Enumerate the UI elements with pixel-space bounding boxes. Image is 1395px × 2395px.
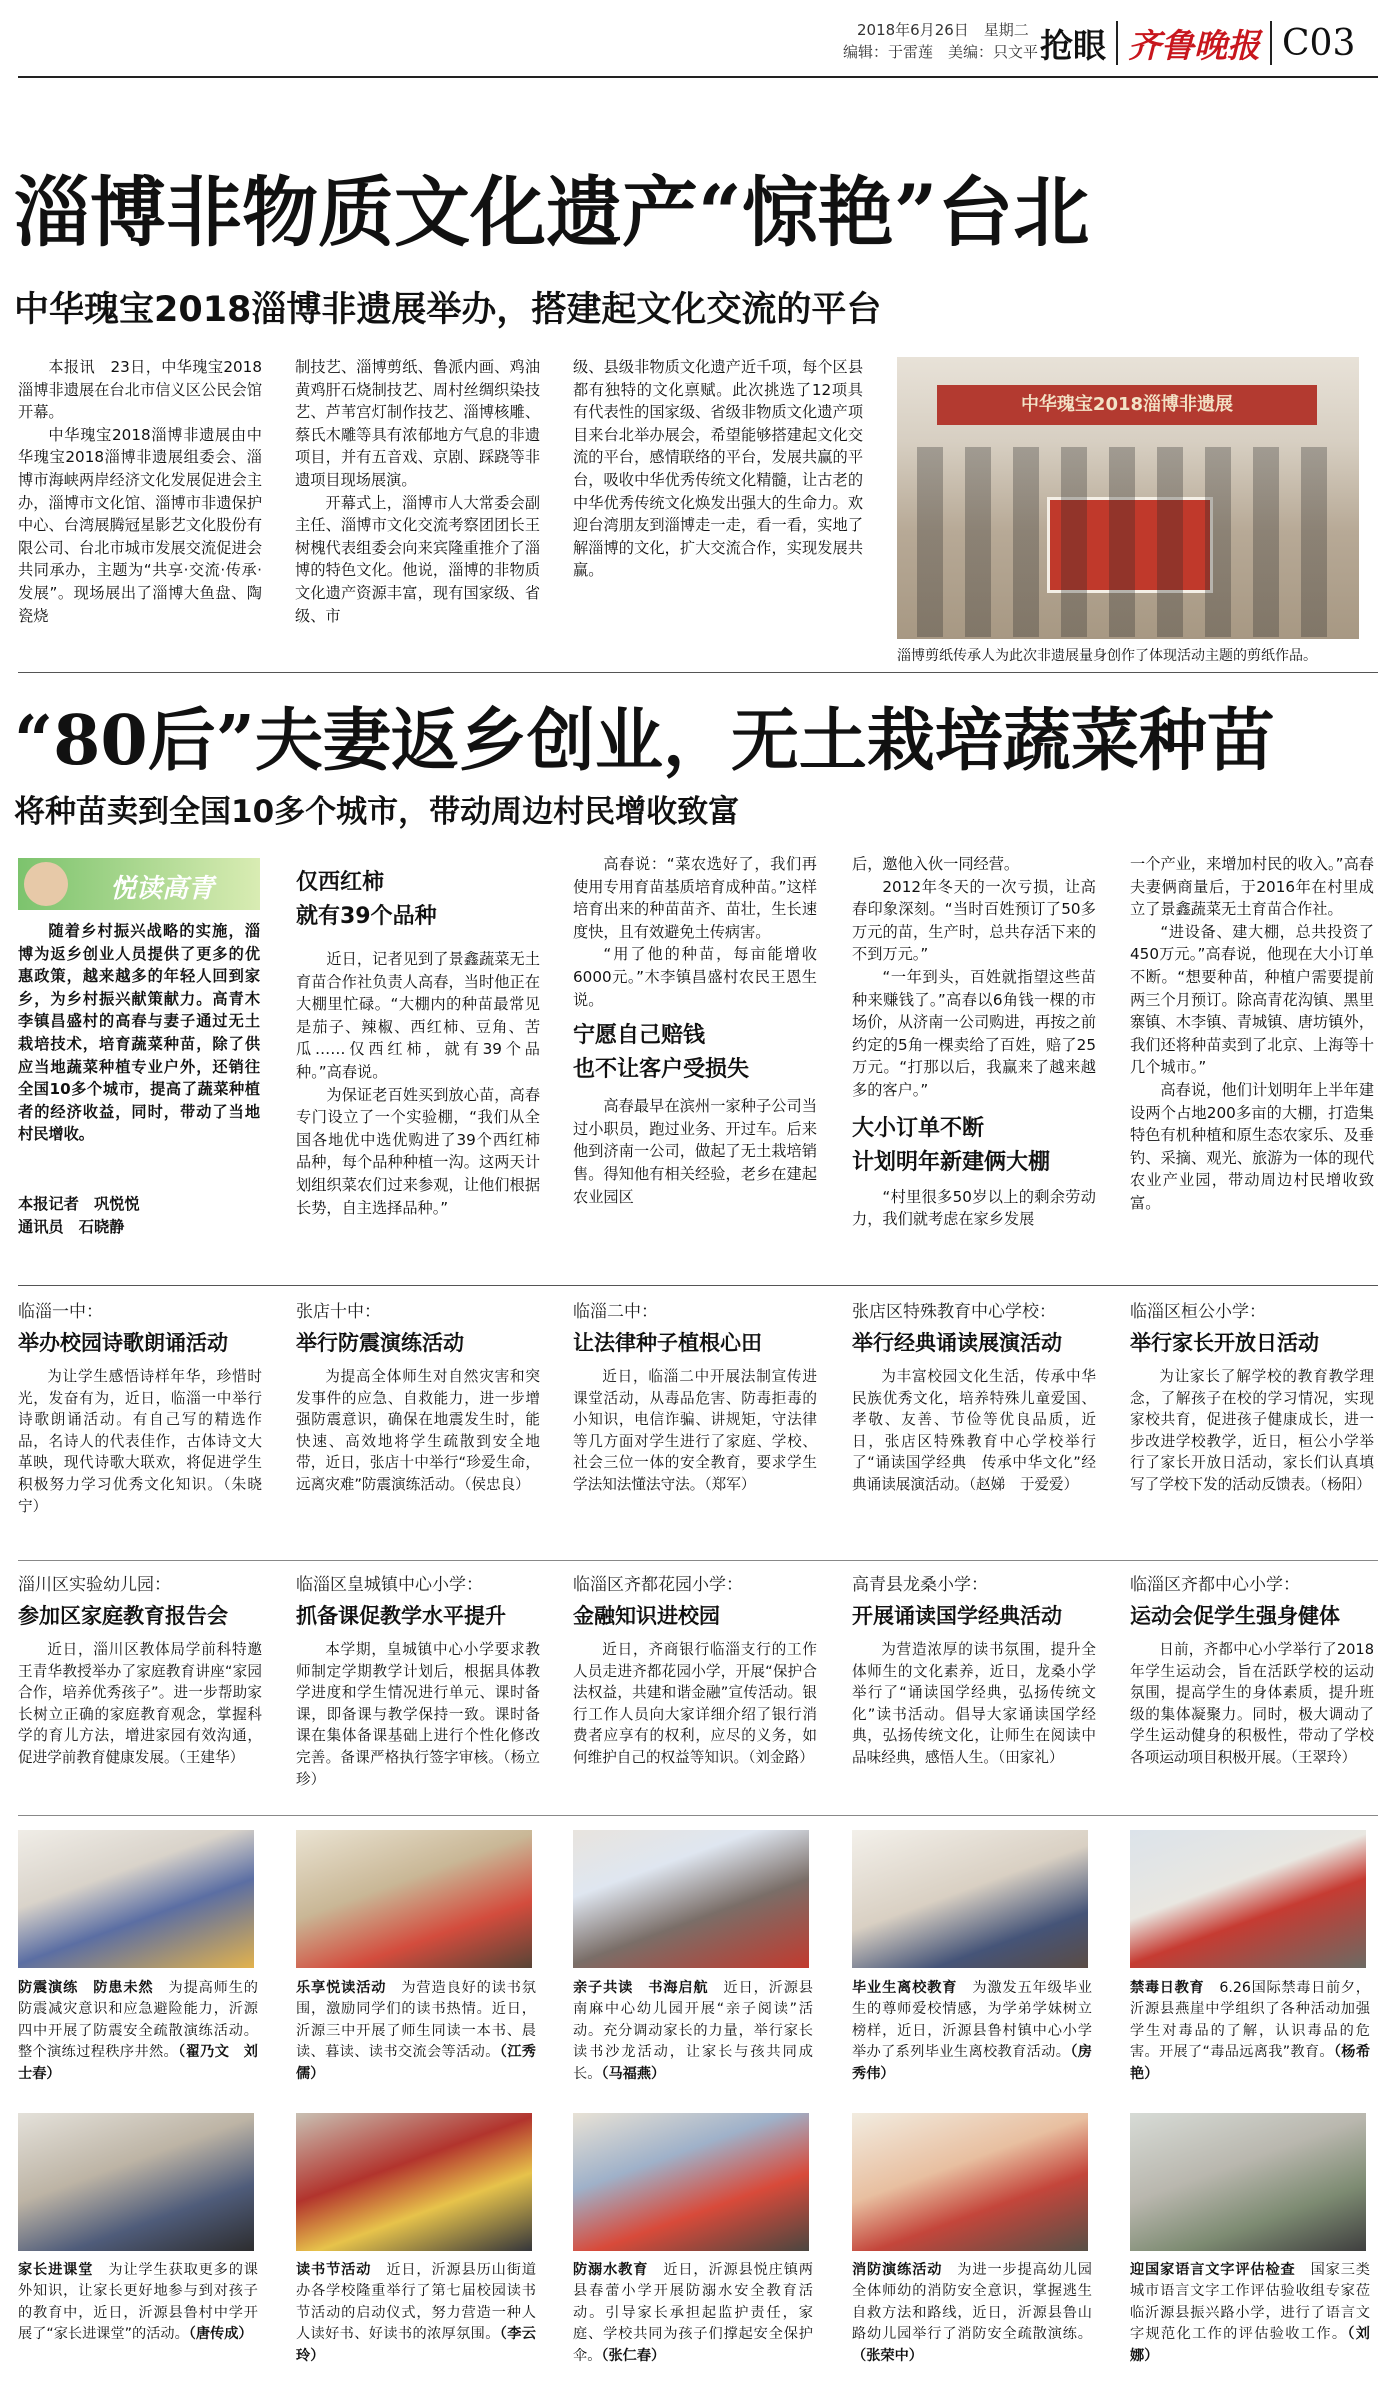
- photo-brief-caption: [852, 1978, 1092, 2085]
- news-brief: [296, 1573, 540, 1790]
- photo-brief-title: 消防演练活动: [852, 2262, 943, 2278]
- colC-p2: 2012年冬天的一次亏损，让高春印象深刻。“当时百姓预订了50多万元的苗，生产时，总共存活下来的不到万元。”: [852, 877, 1096, 964]
- news-row2-rule: [18, 1815, 1378, 1816]
- news-brief: [852, 1300, 1096, 1496]
- colD-p1: 一个产业，来增加村民的收入。”高春夫妻俩商量后，于2016年在村里成立了景鑫蔬菜无土育苗合作社。: [1130, 855, 1374, 919]
- news-brief-kicker: 临淄区齐都花园小学：: [573, 1575, 743, 1595]
- news-brief-kicker: 张店区特殊教育中心学校：: [852, 1302, 1056, 1322]
- people-row: [917, 447, 1337, 637]
- colD-body: [1130, 853, 1374, 1215]
- news-brief-title: 开展诵读国学经典活动: [852, 1604, 1062, 1628]
- brief-photo: [1130, 1830, 1366, 1968]
- news-brief-body: [573, 1639, 817, 1769]
- photo-brief-author: （江秀儒）: [296, 2044, 536, 2082]
- colA-p2: 为保证老百姓买到放心苗，高春专门设立了一个实验棚，“我们从全国各地优中选优购进了39个西红柿品种，每个品种种植一沟。这两天计划组织菜农们过来参观，让他们根据长势，自主选择品种。”: [296, 1085, 540, 1217]
- news-brief-text: 近日，淄川区教体局学前科特邀王青华教授举办了家庭教育讲座“家园合作，培养优秀孩子”。进一步帮助家长树立正确的家庭教育观念，掌握科学的育儿方法，增进家园有效沟通，促进学前教育健康发展。: [18, 1641, 262, 1766]
- colA-subhead-1: 仅西红柿: [296, 870, 385, 895]
- colB-subhead-1: 宁愿自己赔钱: [573, 1023, 706, 1049]
- news-brief-author: （杨阳）: [1319, 1475, 1371, 1493]
- photo-brief-author: （马福燕）: [601, 2065, 666, 2082]
- photo-brief-caption: [1130, 1978, 1370, 2085]
- photo-brief-author: （刘娜）: [1130, 2326, 1370, 2364]
- brief-photo: [296, 1830, 532, 1968]
- logo-text: 悦读高青: [110, 874, 215, 904]
- news-brief: [1130, 1300, 1374, 1496]
- news-brief-text: 为营造浓厚的读书氛围，提升全体师生的文化素养，近日，龙桑小学举行了“诵读国学经典，弘扬传统文化”读书活动。倡导大家诵读国学经典，弘扬传统文化，让师生在阅读中品味经典，感悟人生。: [852, 1641, 1096, 1766]
- news-brief-title: 参加区家庭教育报告会: [18, 1604, 228, 1628]
- news-brief-kicker: 临淄区桓公小学：: [1130, 1302, 1266, 1322]
- colA-subhead-2: 就有39个品种: [296, 904, 437, 929]
- news-brief-text: 近日，临淄二中开展法制宣传进课堂活动，从毒品危害、防毒拒毒的小知识，电信诈骗、讲规矩，守法律等几方面对学生进行了家庭、学校、社会三位一体的安全教育，要求学生学法知法懂法守法。: [573, 1368, 817, 1493]
- news-brief-title: 举行家长开放日活动: [1130, 1331, 1319, 1355]
- story1-photo: [897, 357, 1359, 639]
- photo-brief-text: 为营造良好的读书氛围，激励同学们的读书热情。近日，沂源三中开展了师生同读一本书、晨读、暮读、读书交流会等活动。: [296, 1980, 536, 2061]
- colC-subhead-2: 计划明年新建俩大棚: [852, 1149, 1051, 1175]
- photo-brief-author: （唐传成）: [188, 2326, 253, 2343]
- news-brief-kicker: 张店十中：: [296, 1302, 381, 1322]
- header-bar: [1040, 18, 1355, 68]
- photo-brief-text: 为激发五年级毕业生的尊师爱校情感，为学弟学妹树立榜样，近日，沂源县鲁村镇中心小学举办了系列毕业生离校教育活动。: [852, 1980, 1092, 2061]
- news-brief-title: 金融知识进校园: [573, 1604, 720, 1628]
- header-divider-2: [1270, 21, 1272, 65]
- story1-col3-p1: 级、县级非物质文化遗产近千项，每个区县都有独特的文化禀赋。此次挑选了12项具有代表性的国家级、省级非物质文化遗产项目来台北举办展会，希望能够搭建起文化交流的平台，感情联络的平台，发展共赢的平台，吸收中华优秀传统文化精髓，让古老的中华优秀传统文化焕发出强大的生命力。欢迎台湾朋友到淄博走一走，看一看，实地了解淄博的文化，扩大交流合作，实现发展共赢。: [573, 358, 863, 580]
- news-brief: [18, 1573, 262, 1769]
- byline-correspondent: 通讯员 石晓静: [18, 1217, 125, 1236]
- story1-subhead: 中华瑰宝2018淄博非遗展举办，搭建起文化交流的平台: [14, 290, 882, 330]
- news-brief-text: 为提高全体师生对自然灾害和突发事件的应急、自救能力，进一步增强防震意识，确保在地震发生时，能快速、高效地将学生疏散到安全地带，近日，张店十中举行“珍爱生命，远离灾难”防震演练活动。: [296, 1368, 540, 1493]
- news-brief-title: 让法律种子植根心田: [573, 1331, 762, 1355]
- news-brief-text: 为让学生感悟诗样年华，珍惜时光，发奋有为，近日，临淄一中举行诗歌朗诵活动。有自己写的精选作品，名诗人的代表佳作，古体诗文大革映，现代诗歌大联欢，将促进学生积极努力学习优秀文化知识。: [18, 1368, 262, 1493]
- news-brief-text: 本学期，皇城镇中心小学要求教师制定学期教学计划后，根据具体教学进度和学生情况进行单元、课时备课，即备课与教学保持一致。课时备课在集体备课基础上进行个性化修改完善。备课严格执行签字审核。: [296, 1641, 540, 1766]
- photo-brief-author: （张仁春）: [601, 2347, 666, 2364]
- news-brief-kicker: 临淄区齐都中心小学：: [1130, 1575, 1300, 1595]
- photo-brief-caption: [852, 2260, 1092, 2367]
- photo-brief-text: 近日，沂源县南麻中心幼儿园开展“亲子阅读”活动。充分调动家长的力量，举行家长读书沙龙活动，让家长与孩共同成长。: [573, 1980, 813, 2082]
- story2-colB: [573, 853, 817, 1208]
- story1-col1: [18, 356, 262, 627]
- header-rule: [18, 76, 1378, 78]
- colC-body-2: [852, 1186, 1096, 1231]
- photo-brief-author: （杨希艳）: [1130, 2044, 1371, 2082]
- news-brief-kicker: 高青县龙桑小学：: [852, 1575, 988, 1595]
- banner-backdrop: [937, 385, 1317, 425]
- news-brief-author: （杨立珍）: [296, 1748, 540, 1788]
- news-brief-author: （侯忠良）: [464, 1475, 530, 1493]
- header-divider: [1116, 21, 1118, 65]
- colA-body: [296, 948, 540, 1219]
- news-brief: [18, 1300, 262, 1517]
- colD-p2: “进设备、建大棚，总共投资了450万元。”高春说，他现在大小订单不断。“想要种苗，种植户需要提前两三个月预订。除高青花沟镇、黑里寨镇、木李镇、青城镇、唐坊镇外，我们还将种苗卖到了北京、上海等十几个城市。”: [1130, 922, 1374, 1077]
- news-brief-body: [1130, 1366, 1374, 1496]
- news-brief-body: [18, 1639, 262, 1769]
- news-brief-title: 运动会促学生强身健体: [1130, 1604, 1340, 1628]
- colA-p1: 近日，记者见到了景鑫蔬菜无土育苗合作社负责人高春，当时他正在大棚里忙碌。“大棚内的种苗最常见是茄子、辣椒、西红柿、豆角、苦瓜……仅西红柿，就有39个品种。”高春说。: [296, 950, 540, 1081]
- story1-col1-p1: 本报讯 23日，中华瑰宝2018淄博非遗展在台北市信义区公民会馆开幕。: [18, 358, 262, 422]
- photo-brief-caption: [18, 1978, 258, 2085]
- news-brief-body: [18, 1366, 262, 1517]
- photo-brief-text: 国家三类城市语言文字工作评估验收组专家莅临沂源县振兴路小学，进行了语言文字规范化工作的评估验收工作。: [1130, 2262, 1370, 2343]
- byline-reporter: 本报记者 巩悦悦: [18, 1195, 140, 1213]
- news-brief-body: [573, 1366, 817, 1496]
- section-label: 抢眼: [1040, 25, 1106, 65]
- photo-brief-caption: [573, 2260, 813, 2367]
- photo-brief-title: 防溺水教育: [573, 2262, 649, 2278]
- story1-col3: [573, 356, 863, 582]
- news-brief-body: [1130, 1639, 1374, 1769]
- photo-brief-author: （房秀伟）: [852, 2044, 1092, 2082]
- colB-body: [573, 853, 817, 1011]
- colD-p3: 高春说，他们计划明年上半年建设两个占地200多亩的大棚，打造集特色有机种植和原生态农家乐、及垂钓、采摘、观光、旅游为一体的现代农业产业园，带动周边村民增收致富。: [1130, 1080, 1374, 1212]
- photo-brief-text: 6.26国际禁毒日前夕，沂源县燕崖中学组织了各种活动加强学生对毒品的了解，认识毒品的危害。开展了“毒品远离我”教育。: [1130, 1980, 1370, 2061]
- news-brief-author: （王建华）: [178, 1748, 245, 1766]
- photo-brief-title: 迎国家语言文字评估检查: [1130, 2262, 1296, 2278]
- header-editors: 编辑：于雷莲 美编：只文平: [843, 43, 1039, 61]
- header-date: 2018年6月26日 星期二: [857, 21, 1029, 39]
- story2-lead-text: 随着乡村振兴战略的实施，淄博为返乡创业人员提供了更多的优惠政策，越来越多的年轻人回到家乡，为乡村振兴献策献力。高青木李镇昌盛村的高春与妻子通过无土栽培技术，培育蔬菜种苗，除了供应当地蔬菜种植专业户外，还销往全国10多个城市，提高了蔬菜种植者的经济收益，同时，带动了当地村民增收。: [18, 922, 260, 1144]
- story1-col2-p2: 开幕式上，淄博市人大常委会副主任、淄博市文化交流考察团团长王树槐代表组委会向来宾隆重推介了淄博的特色文化。他说，淄博的非物质文化遗产资源丰富，现有国家级、省级、市: [295, 493, 540, 625]
- colB2-p1: 高春最早在滨州一家种子公司当过小职员，跑过业务、开过车。后来他到济南一公司，做起了无土栽培销售。得知他有相关经验，老乡在建起农业园区: [573, 1097, 817, 1206]
- photo-brief-text: 近日，沂源县悦庄镇两县春蕾小学开展防溺水安全教育活动。引导家长承担起监护责任，家庭、学校共同为孩子们撑起安全保护伞。: [573, 2262, 813, 2364]
- news-brief-author: （赵娣 于爱爱）: [968, 1475, 1079, 1493]
- news-brief-title: 抓备课促教学水平提升: [296, 1604, 506, 1628]
- banner-text: 中华瑰宝2018淄博非遗展: [1020, 394, 1234, 415]
- news-brief-body: [296, 1639, 540, 1790]
- news-brief: [1130, 1573, 1374, 1769]
- photo-brief-caption: [1130, 2260, 1370, 2367]
- photo-brief-caption: [573, 1978, 813, 2085]
- news-brief: [573, 1573, 817, 1769]
- photo-brief-title: 毕业生离校教育: [852, 1980, 958, 1996]
- photo-brief-caption: [296, 1978, 536, 2085]
- news-brief-author: （田家礼）: [997, 1748, 1064, 1766]
- photo-brief-title: 读书节活动: [296, 2262, 372, 2278]
- brief-photo: [18, 2113, 254, 2251]
- photo-brief-author: （翟乃文 刘士春）: [18, 2044, 258, 2082]
- story2-colC: [852, 853, 1096, 1231]
- photo-brief-title: 亲子共读 书海启航: [573, 1980, 709, 1996]
- brief-photo: [296, 2113, 532, 2251]
- news-brief-text: 为让家长了解学校的教育教学理念，了解孩子在校的学习情况，实现家校共育，促进孩子健康成长，进一步改进学校教学，近日，桓公小学举行了家长开放日活动，家长们认真填写了学校下发的活动反馈表。: [1130, 1368, 1374, 1493]
- brief-photo: [18, 1830, 254, 1968]
- colC2-p1: “村里很多50岁以上的剩余劳动力，我们就考虑在家乡发展: [852, 1187, 1096, 1229]
- news-brief-title: 举行防震演练活动: [296, 1331, 464, 1355]
- news-brief-body: [852, 1366, 1096, 1496]
- story1-headline: 淄博非物质文化遗产“惊艳”台北: [14, 168, 1090, 257]
- colB-p1: 高春说：“菜农选好了，我们再使用专用育苗基质培育成种苗。”这样培育出来的种苗苗齐、苗壮，生长速度快，且有效避免土传病害。: [573, 855, 817, 941]
- news-brief-title: 举办校园诗歌朗诵活动: [18, 1331, 228, 1355]
- photo-brief-author: （李云玲）: [296, 2326, 536, 2364]
- photo-brief-author: （张荣中）: [852, 2347, 923, 2364]
- story2-colA: [296, 866, 540, 1219]
- news-brief-body: [852, 1639, 1096, 1769]
- brief-photo: [852, 2113, 1088, 2251]
- news-brief-author: （王翠玲）: [1290, 1748, 1357, 1766]
- story1-col2-p1: 制技艺、淄博剪纸、鲁派内画、鸡油黄鸡肝石烧制技艺、周村丝绸织染技艺、芦苇宫灯制作技艺、淄博核雕、蔡氏木雕等具有浓郁地方气息的非遗项目，并有五音戏、京剧、踩跷等非遗项目现场展演。: [295, 358, 540, 489]
- news-brief-text: 近日，齐商银行临淄支行的工作人员走进齐都花园小学，开展“保护合法权益，共建和谐金融”宣传活动。银行工作人员向大家详细介绍了银行消费者应享有的权利，应尽的义务，如何维护自己的权益等知识。: [573, 1641, 817, 1766]
- story1-col1-p2: 中华瑰宝2018淄博非遗展由中华瑰宝2018淄博非遗展组委会、淄博市海峡两岸经济文化发展促进会主办，淄博市文化馆、淄博市非遗保护中心、台湾展腾冠星影艺文化股份有限公司、台北市城市发展交流促进会共同承办，主题为“共享·交流·传承·发展”。现场展出了淄博大鱼盘、陶瓷烧: [18, 425, 262, 625]
- logo-portrait: [24, 862, 68, 906]
- brief-photo: [573, 1830, 809, 1968]
- news-brief: [573, 1300, 817, 1496]
- colC-body: [852, 853, 1096, 1102]
- photo-brief-text: 为提高师生的防震减灾意识和应急避险能力，沂源四中开展了防震安全疏散演练活动。整个演练过程秩序井然。: [18, 1980, 258, 2061]
- news-brief-kicker: 临淄区皇城镇中心小学：: [296, 1575, 483, 1595]
- brief-photo: [1130, 2113, 1366, 2251]
- news-brief-kicker: 临淄一中：: [18, 1302, 103, 1322]
- news-brief-body: [296, 1366, 540, 1496]
- colB-subhead-2: 也不让客户受损失: [573, 1057, 750, 1083]
- news-brief: [296, 1300, 540, 1496]
- photo-brief-title: 家长进课堂: [18, 2262, 94, 2278]
- colB-p2: “用了他的种苗，每亩能增收6000元。”木李镇昌盛村农民王恩生说。: [573, 945, 817, 1009]
- news-brief-title: 举行经典诵读展演活动: [852, 1331, 1062, 1355]
- colC-subhead-1: 大小订单不断: [852, 1115, 985, 1141]
- story2-headline: “80后”夫妻返乡创业，无土栽培蔬菜种苗: [14, 701, 1275, 781]
- photo-brief-title: 乐享悦读活动: [296, 1980, 387, 1996]
- story2-bottom-rule: [18, 1285, 1378, 1286]
- photo-brief-caption: [18, 2260, 258, 2346]
- page-number: C03: [1282, 22, 1356, 64]
- news-brief-author: （刘金路）: [748, 1748, 814, 1766]
- photo-brief-text: 为进一步提高幼儿园全体师幼的消防安全意识，掌握逃生自救方法和路线，近日，沂源县鲁山路幼儿园举行了消防安全疏散演练。: [852, 2262, 1092, 2343]
- masthead-logo: 齐鲁晚报: [1128, 25, 1260, 65]
- news-brief-kicker: 淄川区实验幼儿园：: [18, 1575, 171, 1595]
- colC-p1: 后，邀他入伙一同经营。: [852, 855, 1020, 873]
- news-brief-author: （朱晓宁）: [18, 1475, 262, 1515]
- photo-brief-title: 禁毒日教育: [1130, 1980, 1205, 1996]
- news-brief: [852, 1573, 1096, 1769]
- news-brief-text: 为丰富校园文化生活，传承中华民族优秀文化，培养特殊儿童爱国、孝敬、友善、节俭等优良品质，近日，张店区特殊教育中心学校举行了“诵读国学经典 传承中华文化”经典诵读展演活动。: [852, 1368, 1096, 1493]
- story2-subhead: 将种苗卖到全国10多个城市，带动周边村民增收致富: [14, 794, 740, 830]
- story1-bottom-rule: [18, 672, 1378, 673]
- photo-brief-caption: [296, 2260, 536, 2367]
- colC-p3: “一年到头，百姓就指望这些苗种来赚钱了。”高春以6角钱一棵的市场价，从济南一公司购进，再按之前约定的5角一棵卖给了百姓，赔了25万元。“打那以后，我赢来了越来越多的客户。”: [852, 967, 1096, 1099]
- yuedu-logo: [18, 858, 260, 910]
- news-brief-kicker: 临淄二中：: [573, 1302, 658, 1322]
- story1-photo-caption: 淄博剪纸传承人为此次非遗展量身创作了体现活动主题的剪纸作品。: [897, 648, 1317, 664]
- story2-bylines: [18, 1193, 260, 1238]
- story1-col2: [295, 356, 540, 627]
- news-row1-rule: [18, 1560, 1378, 1561]
- photo-brief-text: 近日，沂源县历山街道办各学校隆重举行了第七届校园读书节活动的启动仪式，努力营造一种人人读好书、好读书的浓厚氛围。: [296, 2262, 536, 2343]
- story2-colD: [1130, 853, 1374, 1215]
- brief-photo: [573, 2113, 809, 2251]
- news-brief-author: （郑军）: [704, 1475, 756, 1493]
- news-brief-text: 日前，齐都中心小学举行了2018年学生运动会，旨在活跃学校的运动氛围，提高学生的身体素质，提升班级的集体凝聚力。同时，极大调动了学生运动健身的积极性，带动了学校各项运动项目积极开展。: [1130, 1641, 1374, 1766]
- photo-brief-title: 防震演练 防患未然: [18, 1980, 154, 1996]
- story2-lead: [18, 920, 260, 1146]
- colB-body-2: [573, 1095, 817, 1208]
- brief-photo: [852, 1830, 1088, 1968]
- photo-brief-text: 为让学生获取更多的课外知识，让家长更好地参与到对孩子的教育中，近日，沂源县鲁村中学开展了“家长进课堂”的活动。: [18, 2262, 258, 2343]
